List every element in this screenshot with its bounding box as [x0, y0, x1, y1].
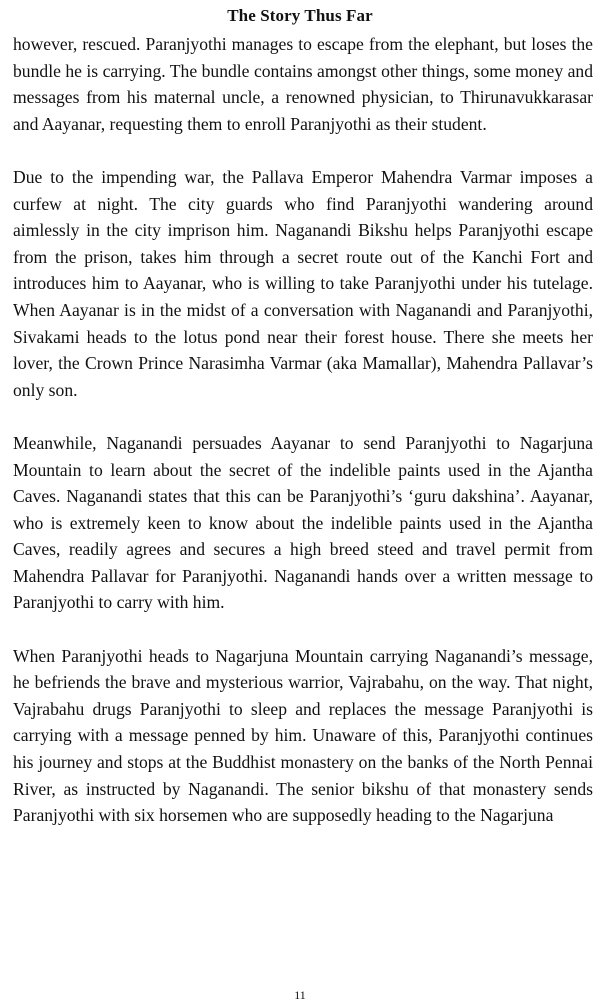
page-number: 11 [294, 988, 306, 1002]
paragraph: When Paranjyothi heads to Nagarjuna Mountain carrying Naganandi’s message, he befriends the brave and mysterious warrior, Vajrabahu, on the way. That night, Vajrabahu drugs Paranjyothi to sleep and replaces the message Paranjyothi is carrying with a message penned by him. Unaware of this, Paranjyothi continues his journey and stops at the Buddhist monastery on the banks of the North Pennai River, as instructed by Naganandi. The senior bikshu of that monastery sends Paranjyothi with six horsemen who are supposedly heading to the Nagarjuna [13, 645, 593, 826]
page-body [13, 31, 593, 829]
paragraph: Due to the impending war, the Pallava Emperor Mahendra Varmar imposes a curfew at night. The city guards who find Paranjyothi wandering around aimlessly in the city imprison him. Naganandi Bikshu helps Paranjyothi escape from the prison, takes him through a secret route out of the Kanchi Fort and introduces him to Aayanar, who is willing to take Paranjyothi under his tutelage. When Aayanar is in the midst of a conversation with Naganandi and Paranjyothi, Sivakami heads to the lotus pond near their forest house. There she meets her lover, the Crown Prince Narasimha Varmar (aka Mamallar), Mahendra Pallavar’s only son. [13, 166, 593, 400]
paragraph: however, rescued. Paranjyothi manages to escape from the elephant, but loses the bundle he is carrying. The bundle contains amongst other things, some money and messages from his maternal uncle, a renowned physician, to Thirunavukkarasar and Aayanar, requesting them to enroll Paranjyothi as their student. [13, 34, 593, 134]
paragraph: Meanwhile, Naganandi persuades Aayanar to send Paranjyothi to Nagarjuna Mountain to learn about the secret of the indelible paints used in the Ajantha Caves. Naganandi states that this can be Paranjyothi’s ‘guru dakshina’. Aayanar, who is extremely keen to know about the indelible paints used in the Ajantha Caves, readily agrees and secures a high breed steed and travel permit from Mahendra Pallavar for Paranjyothi. Naganandi hands over a written message to Paranjyothi to carry with him. [13, 432, 593, 613]
running-header: The Story Thus Far [227, 6, 373, 25]
